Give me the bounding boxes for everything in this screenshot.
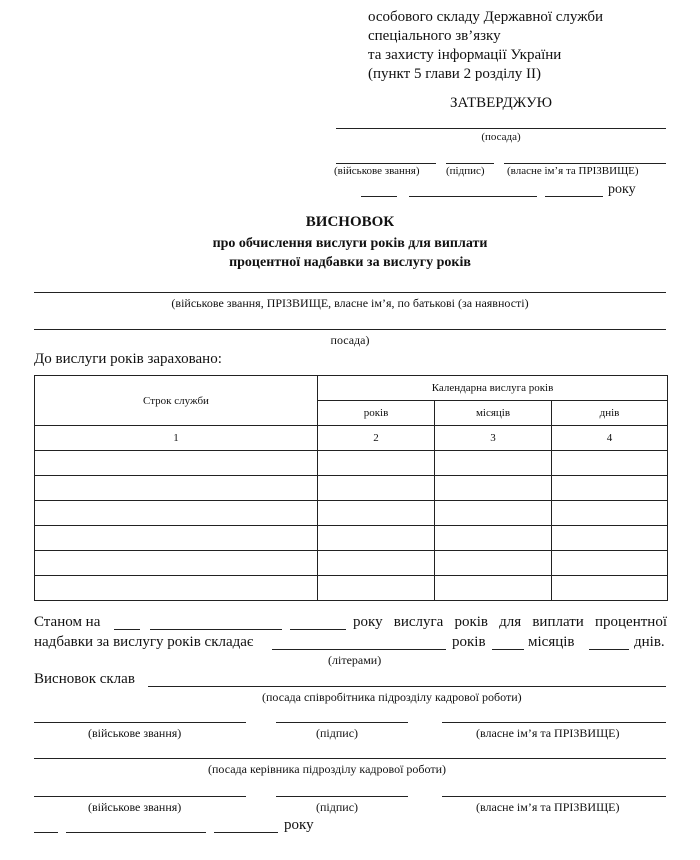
table-cell[interactable] — [318, 551, 435, 576]
compiler-signature-caption: (підпис) — [316, 726, 359, 740]
summary-month-field[interactable] — [150, 629, 282, 630]
compiler-name-caption: (власне ім’я та ПРІЗВИЩЕ) — [476, 726, 620, 740]
table-cell[interactable] — [435, 576, 552, 601]
head-rank-caption: (військове звання) — [88, 800, 182, 814]
table-cell[interactable] — [318, 451, 435, 476]
head-position-caption: (посада керівника підрозділу кадрової роботи) — [208, 762, 447, 776]
approval-day-field[interactable] — [361, 196, 397, 197]
table-cell[interactable] — [552, 501, 668, 526]
table-cell[interactable] — [552, 576, 668, 601]
column-number: 2 — [318, 426, 435, 451]
person-position-field[interactable] — [34, 329, 666, 330]
table-cell[interactable] — [35, 576, 318, 601]
service-table — [34, 375, 668, 601]
head-signature-caption: (підпис) — [316, 800, 359, 814]
approver-name-field[interactable] — [504, 163, 666, 164]
header-service-term: Строк служби — [35, 376, 318, 426]
person-rank-name-caption: (військове звання, ПРІЗВИЩЕ, власне ім’я, по батькові (за наявності) — [171, 296, 529, 310]
table-row — [35, 576, 668, 601]
document-subtitle-line: про обчислення вислуги років для виплати — [212, 236, 488, 251]
head-signature-field[interactable] — [276, 796, 408, 797]
approver-signature-caption: (підпис) — [446, 165, 485, 177]
summary-days-field[interactable] — [589, 649, 629, 650]
summary-years-word: років — [452, 634, 486, 650]
table-cell[interactable] — [435, 551, 552, 576]
table-cell[interactable] — [552, 551, 668, 576]
table-cell[interactable] — [35, 451, 318, 476]
approval-line: особового складу Державної служби — [368, 9, 604, 25]
table-row — [35, 551, 668, 576]
table-cell[interactable] — [435, 501, 552, 526]
table-cell[interactable] — [318, 501, 435, 526]
summary-years-in-words-field[interactable] — [272, 649, 446, 650]
table-row — [35, 501, 668, 526]
table-cell[interactable] — [435, 476, 552, 501]
summary-as-of: Станом на — [34, 614, 101, 630]
approval-year-word: року — [608, 182, 636, 197]
approver-position-field[interactable] — [336, 128, 666, 129]
column-number: 4 — [552, 426, 668, 451]
header-years: років — [318, 401, 435, 426]
summary-months-field[interactable] — [492, 649, 524, 650]
approval-line: (пункт 5 глави 2 розділу ІІ) — [368, 66, 542, 82]
document-subtitle-line: процентної надбавки за вислугу років — [229, 255, 471, 270]
summary-days-word: днів. — [634, 634, 665, 650]
compiler-position-field[interactable] — [148, 686, 666, 687]
compiler-rank-field[interactable] — [34, 722, 246, 723]
header-days: днів — [552, 401, 668, 426]
summary-months-word: місяців — [528, 634, 575, 650]
table-cell[interactable] — [318, 476, 435, 501]
head-name-field[interactable] — [442, 796, 666, 797]
table-cell[interactable] — [35, 501, 318, 526]
approver-name-caption: (власне ім’я та ПРІЗВИЩЕ) — [507, 165, 639, 177]
summary-in-words-caption: (літерами) — [328, 653, 382, 667]
compiler-name-field[interactable] — [442, 722, 666, 723]
compiled-label: Висновок склав — [34, 671, 135, 687]
table-row — [35, 451, 668, 476]
head-day-field[interactable] — [34, 832, 58, 833]
table-cell[interactable] — [35, 551, 318, 576]
table-row — [35, 526, 668, 551]
table-cell[interactable] — [35, 476, 318, 501]
head-year-field[interactable] — [214, 832, 278, 833]
approval-year-field[interactable] — [545, 196, 603, 197]
head-name-caption: (власне ім’я та ПРІЗВИЩЕ) — [476, 800, 620, 814]
compiler-signature-field[interactable] — [276, 722, 408, 723]
summary-line2-start: надбавки за вислугу років складає — [34, 634, 254, 650]
column-number: 1 — [35, 426, 318, 451]
head-month-field[interactable] — [66, 832, 206, 833]
table-cell[interactable] — [552, 451, 668, 476]
person-position-caption: посада) — [330, 333, 370, 347]
column-number: 3 — [435, 426, 552, 451]
approval-month-field[interactable] — [409, 196, 537, 197]
head-position-field[interactable] — [34, 758, 666, 759]
table-cell[interactable] — [35, 526, 318, 551]
header-calendar-service: Календарна вислуга років — [318, 376, 668, 401]
approver-rank-caption: (військове звання) — [334, 165, 420, 177]
approver-rank-field[interactable] — [336, 163, 436, 164]
approval-line: та захисту інформації України — [368, 47, 562, 63]
approver-signature-field[interactable] — [446, 163, 494, 164]
compiler-position-caption: (посада співробітника підрозділу кадрової роботи) — [262, 690, 522, 704]
head-rank-field[interactable] — [34, 796, 246, 797]
summary-day-field[interactable] — [114, 629, 140, 630]
head-year-word: року — [284, 817, 314, 833]
person-rank-name-field[interactable] — [34, 292, 666, 293]
approve-heading: ЗАТВЕРДЖУЮ — [449, 95, 553, 111]
credited-label: До вислуги років зараховано: — [34, 351, 222, 367]
approval-text — [368, 8, 688, 84]
table-cell[interactable] — [435, 526, 552, 551]
header-months: місяців — [435, 401, 552, 426]
summary-year-field[interactable] — [290, 629, 346, 630]
table-cell[interactable] — [318, 526, 435, 551]
summary-year-text: року вислуга років для виплати процентної — [353, 614, 667, 630]
compiler-rank-caption: (військове звання) — [88, 726, 182, 740]
table-cell[interactable] — [435, 451, 552, 476]
document-title: ВИСНОВОК — [305, 214, 395, 230]
table-row — [35, 476, 668, 501]
table-cell[interactable] — [552, 526, 668, 551]
table-cell[interactable] — [552, 476, 668, 501]
approval-line: спеціального зв’язку — [368, 28, 501, 44]
table-cell[interactable] — [318, 576, 435, 601]
approver-position-caption: (посада) — [481, 131, 521, 143]
